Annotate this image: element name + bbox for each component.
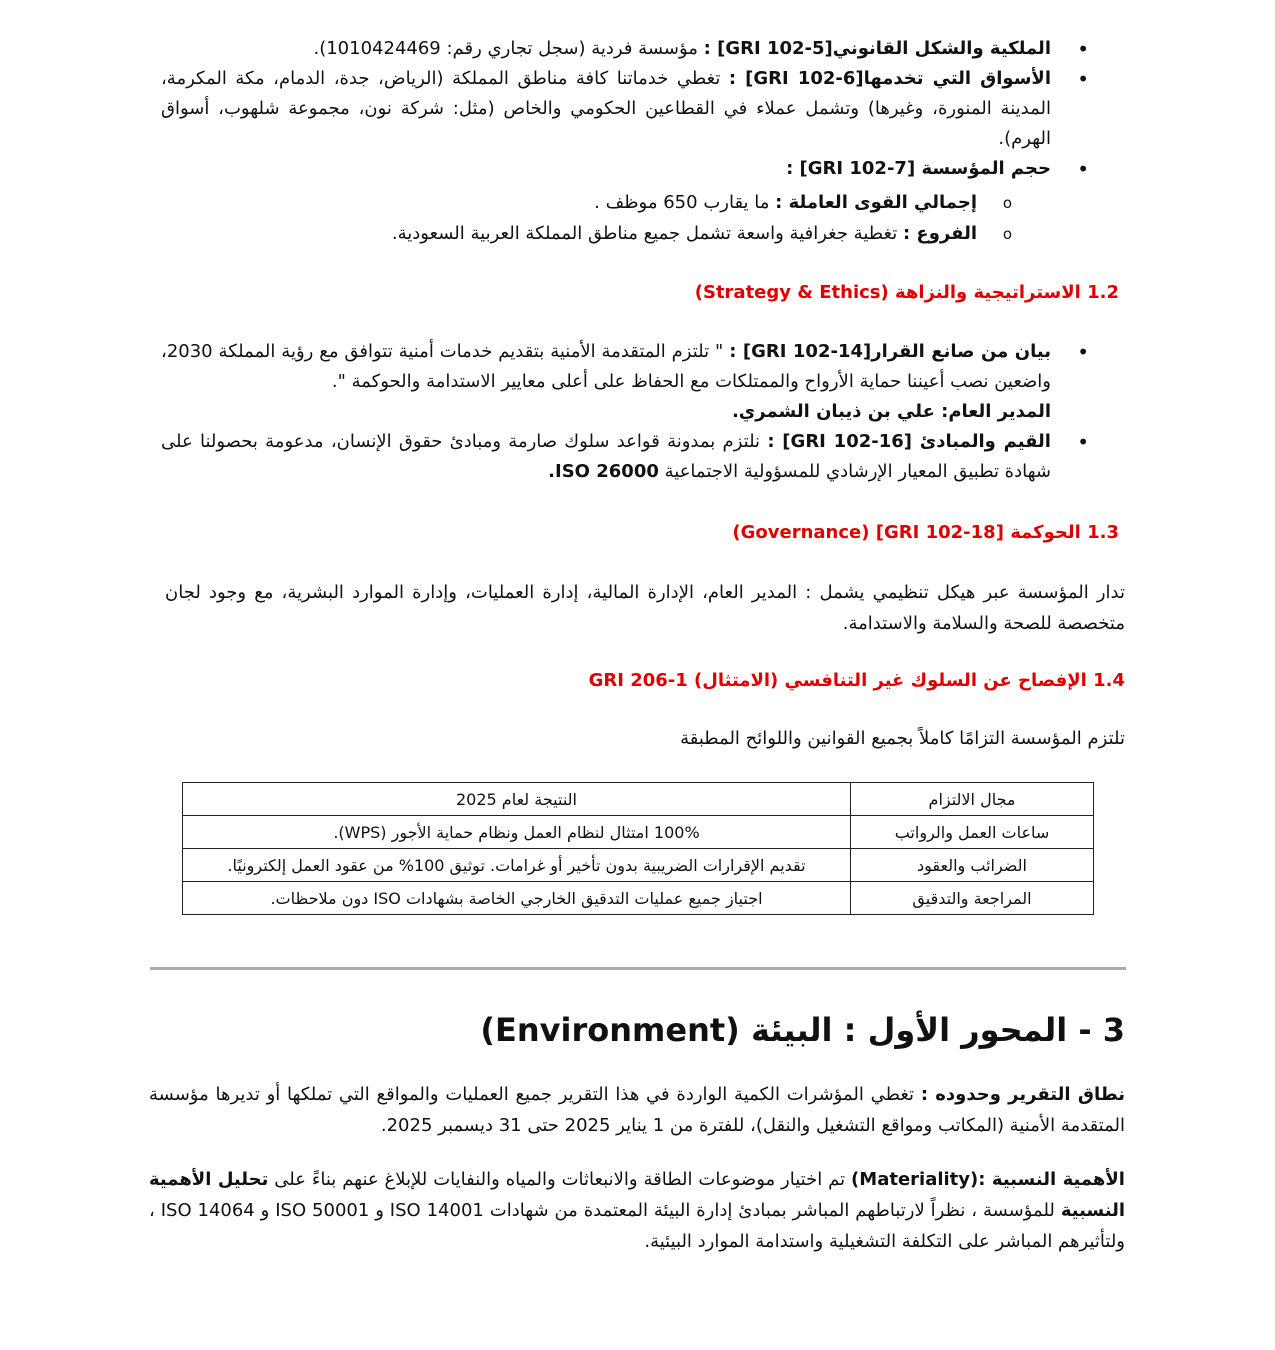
item-label: الفروع :: [902, 223, 977, 244]
materiality-text: تم اختيار موضوعات الطاقة والانبعاثات والمياه والنفايات للإبلاغ عنهم بناءً على: [274, 1169, 846, 1190]
materiality-text: للمؤسسة ، نظراً لارتباطهم المباشر بمبادئ إدارة البيئة المعتمدة من شهادات ISO 14001 و ISO 50001 و ISO 14064 ، ولتأثيرهم المباشر على التكلفة التشغيلية واستدامة الموارد البيئية.: [149, 1200, 1125, 1252]
table-header-cell: النتيجة لعام 2025: [183, 783, 851, 816]
item-label: القيم والمبادئ [GRI 102-16] :: [767, 431, 1051, 452]
materiality-emphasis: تحليل الأهمية النسبية: [149, 1169, 1126, 1221]
list-item: [161, 427, 1051, 487]
list-item: [161, 337, 1051, 427]
table-row: [183, 849, 1094, 882]
list-item: [161, 154, 1051, 184]
item-label: الملكية والشكل القانوني[GRI 102-5] :: [703, 38, 1051, 59]
table-header-cell: مجال الالتزام: [851, 783, 1094, 816]
list-item: [161, 64, 1051, 154]
item-signature: المدير العام: علي بن ذيبان الشمري.: [731, 401, 1051, 422]
organization-list: [161, 34, 1051, 184]
materiality-label: الأهمية النسبية :(Materiality): [851, 1169, 1125, 1190]
item-label: حجم المؤسسة [GRI 102-7] :: [786, 158, 1051, 179]
item-text: مؤسسة فردية (سجل تجاري رقم: 1010424469).: [313, 38, 698, 59]
table-cell: اجتياز جميع عمليات التدقيق الخارجي الخاصة بشهادات ISO دون ملاحظات.: [183, 882, 851, 915]
materiality-paragraph: [149, 1164, 1125, 1257]
environment-heading: 3 - المحور الأول : البيئة (Environment): [480, 1011, 1125, 1049]
section-heading-compliance: 1.4 الإفصاح عن السلوك غير التنافسي (الامتثال) GRI 206-1: [588, 670, 1125, 691]
compliance-paragraph: تلتزم المؤسسة التزامًا كاملاً بجميع القوانين واللوائح المطبقة: [680, 728, 1125, 749]
item-text: نلتزم بمدونة قواعد سلوك صارمة ومبادئ حقوق الإنسان، مدعومة بحصولنا على شهادة تطبيق المعيار الإرشادي للمسؤولية الاجتماعية: [161, 431, 1051, 482]
item-text: ما يقارب 650 موظف .: [594, 192, 770, 213]
list-item: [161, 34, 1051, 64]
table-cell: 100% امتثال لنظام العمل ونظام حماية الأجور (WPS).: [183, 816, 851, 849]
iso-standard: ISO 26000.: [548, 461, 659, 482]
section-divider: [150, 967, 1126, 970]
compliance-table: [182, 782, 1094, 915]
strategy-list: [161, 337, 1051, 487]
item-text: تغطية جغرافية واسعة تشمل جميع مناطق المملكة العربية السعودية.: [391, 223, 898, 244]
table-cell: ساعات العمل والرواتب: [851, 816, 1094, 849]
table-cell: المراجعة والتدقيق: [851, 882, 1094, 915]
scope-paragraph: [149, 1079, 1125, 1141]
item-text: " تلتزم المتقدمة الأمنية بتقديم خدمات أمنية تتوافق مع رؤية المملكة 2030، واضعين نصب أعيننا حماية الأرواح والممتلكات مع الحفاظ على أعلى معايير الاستدامة والحوكمة ".: [161, 341, 1051, 392]
scope-label: نطاق التقرير وحدوده :: [920, 1084, 1125, 1105]
scope-text: تغطي المؤشرات الكمية الواردة في هذا التقرير جميع العمليات والمواقع التي تملكها أو تديرها مؤسسة المتقدمة الأمنية (المكاتب ومواقع التشغيل والنقل)، للفترة من 1 يناير 2025 حتى 31 ديسمبر 2025.: [149, 1084, 1125, 1136]
table-row: [183, 882, 1094, 915]
sub-list-item: [277, 187, 977, 218]
sub-list-item: [277, 218, 977, 249]
item-label: إجمالي القوى العاملة :: [775, 192, 977, 213]
item-label: بيان من صانع القرار[GRI 102-14] :: [729, 341, 1051, 362]
table-cell: الضرائب والعقود: [851, 849, 1094, 882]
table-row: [183, 816, 1094, 849]
size-sublist: [277, 187, 977, 249]
governance-paragraph: تدار المؤسسة عبر هيكل تنظيمي يشمل : المدير العام، الإدارة المالية، إدارة العمليات، وإدارة الموارد البشرية، مع وجود لجان متخصصة للصحة والسلامة والاستدامة.: [165, 582, 1125, 634]
table-header-row: [183, 783, 1094, 816]
item-label: الأسواق التي تخدمها[GRI 102-6] :: [728, 68, 1051, 89]
item-text: تغطي خدماتنا كافة مناطق المملكة (الرياض، جدة، الدمام، مكة المكرمة، المدينة المنورة، وغيرها) وتشمل عملاء في القطاعين الحكومي والخاص (مثل: شركة نون، مجموعة شلهوب، أسواق الهرم).: [161, 68, 1051, 149]
section-heading-governance: 1.3 الحوكمة [GRI 102-18] (Governance): [732, 522, 1119, 543]
section-heading-strategy: 1.2 الاستراتيجية والنزاهة (Strategy & Ethics): [694, 282, 1119, 303]
table-cell: تقديم الإقرارات الضريبية بدون تأخير أو غرامات. توثيق 100% من عقود العمل إلكترونيًا.: [183, 849, 851, 882]
